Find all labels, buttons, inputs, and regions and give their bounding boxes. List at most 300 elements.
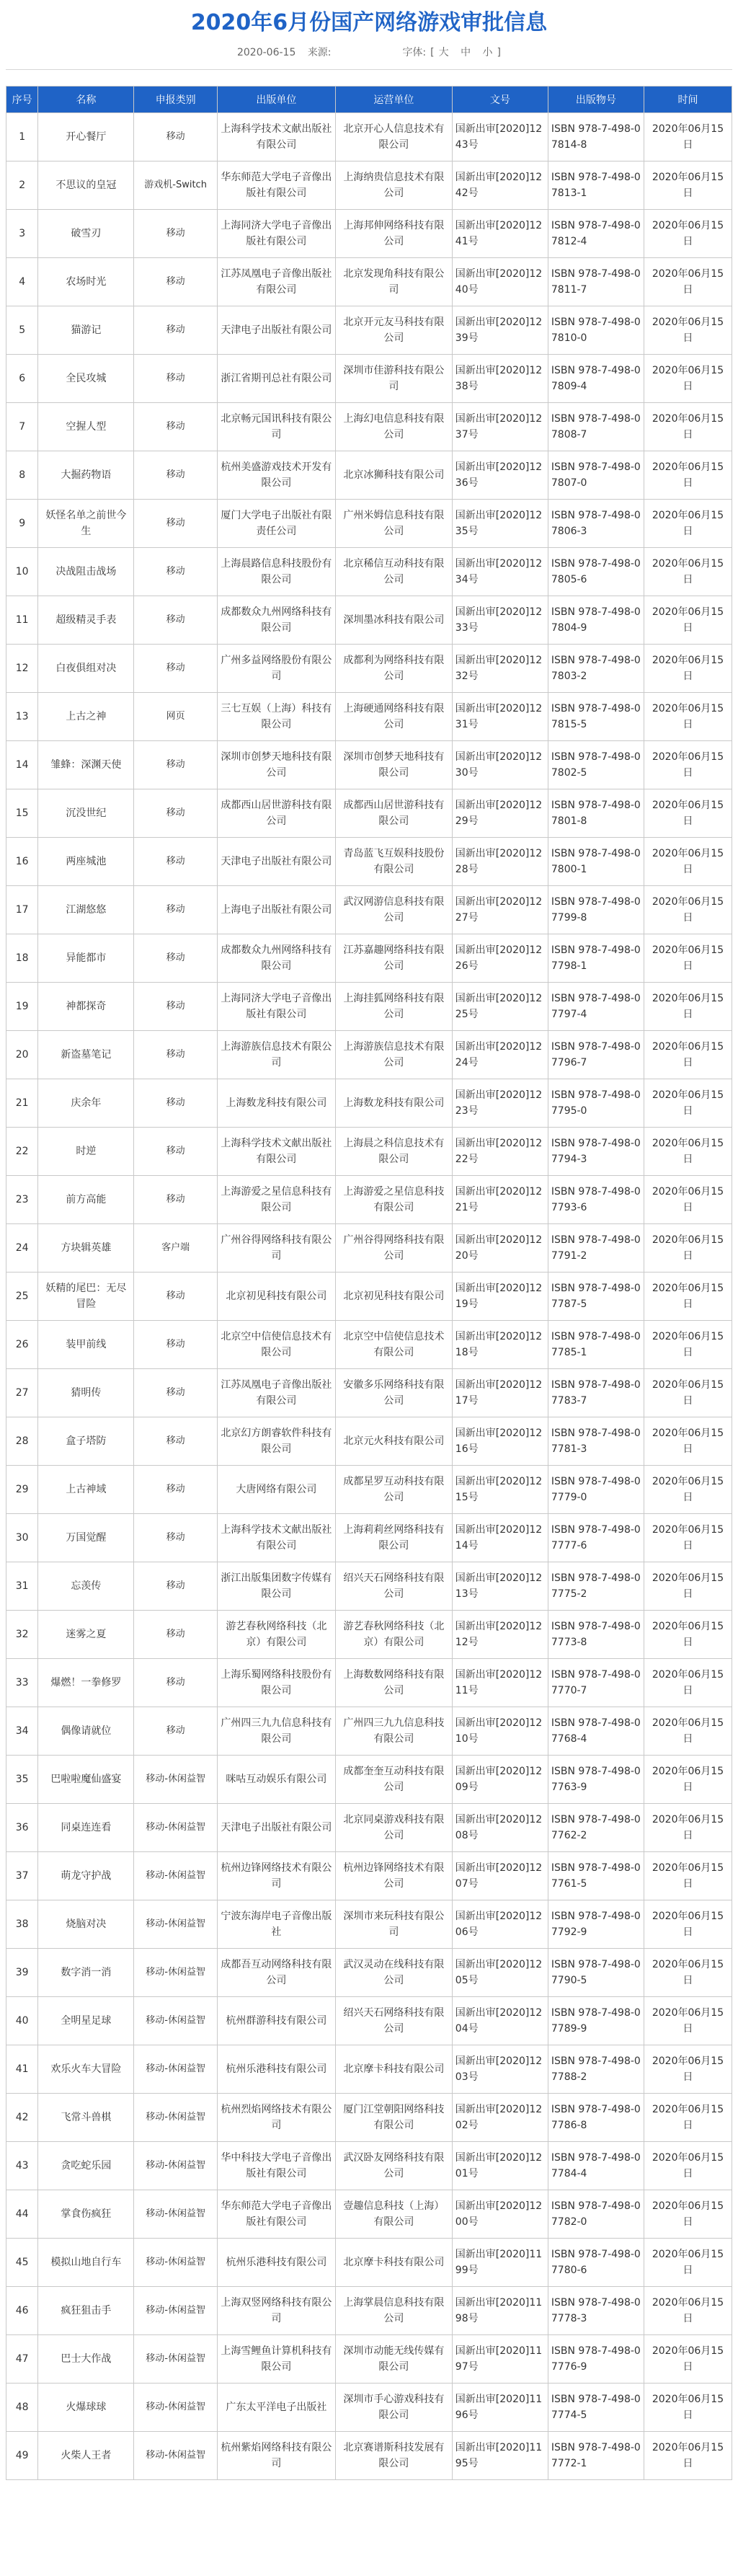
cell-name: 全明星足球: [38, 1997, 134, 2045]
table-row: [6, 1852, 732, 1900]
table-row: [6, 2094, 732, 2142]
cell-isbn: ISBN 978-7-498-07782-0: [548, 2190, 644, 2239]
cell-date: 2020年06月15日: [644, 2432, 732, 2480]
cell-approval-no: 国新出审[2020]1225号: [452, 983, 548, 1031]
table-row: [6, 210, 732, 258]
cell-approval-no: 国新出审[2020]1218号: [452, 1321, 548, 1369]
cell-publisher: 江苏凤凰电子音像出版社有限公司: [217, 1369, 335, 1417]
cell-index: 45: [6, 2239, 38, 2287]
cell-approval-no: 国新出审[2020]1242号: [452, 161, 548, 210]
table-row: [6, 161, 732, 210]
cell-name: 庆余年: [38, 1079, 134, 1128]
cell-date: 2020年06月15日: [644, 1659, 732, 1707]
cell-name: 全民攻城: [38, 355, 134, 403]
table-row: [6, 1369, 732, 1417]
cell-approval-no: 国新出审[2020]1222号: [452, 1128, 548, 1176]
table-row: [6, 1514, 732, 1562]
cell-name: 沉没世纪: [38, 789, 134, 838]
cell-date: 2020年06月15日: [644, 451, 732, 500]
cell-date: 2020年06月15日: [644, 1997, 732, 2045]
cell-approval-no: 国新出审[2020]1208号: [452, 1804, 548, 1852]
cell-index: 33: [6, 1659, 38, 1707]
cell-date: 2020年06月15日: [644, 983, 732, 1031]
cell-date: 2020年06月15日: [644, 838, 732, 886]
table-row: [6, 741, 732, 789]
cell-date: 2020年06月15日: [644, 2094, 732, 2142]
table-row: [6, 1949, 732, 1997]
cell-date: 2020年06月15日: [644, 934, 732, 983]
table-row: [6, 113, 732, 161]
cell-approval-no: 国新出审[2020]1229号: [452, 789, 548, 838]
cell-date: 2020年06月15日: [644, 1079, 732, 1128]
cell-publisher: 成都数众九州网络科技有限公司: [217, 934, 335, 983]
cell-category: 移动: [134, 886, 217, 934]
cell-approval-no: 国新出审[2020]1200号: [452, 2190, 548, 2239]
cell-name: 贪吃蛇乐园: [38, 2142, 134, 2190]
table-row: [6, 1079, 732, 1128]
cell-date: 2020年06月15日: [644, 2335, 732, 2384]
article-meta: [0, 43, 738, 62]
col-header-index: 序号: [6, 87, 38, 113]
cell-publisher: 成都西山居世游科技有限公司: [217, 789, 335, 838]
cell-date: 2020年06月15日: [644, 1031, 732, 1079]
cell-category: 移动: [134, 1369, 217, 1417]
cell-date: 2020年06月15日: [644, 355, 732, 403]
cell-date: 2020年06月15日: [644, 306, 732, 355]
cell-index: 5: [6, 306, 38, 355]
cell-name: 同桌连连看: [38, 1804, 134, 1852]
cell-publisher: 大唐网络有限公司: [217, 1466, 335, 1514]
cell-publisher: 咪咕互动娱乐有限公司: [217, 1756, 335, 1804]
cell-operator: 上海数龙科技有限公司: [335, 1079, 452, 1128]
cell-index: 36: [6, 1804, 38, 1852]
cell-name: 万国觉醒: [38, 1514, 134, 1562]
cell-category: 移动: [134, 645, 217, 693]
cell-publisher: 上海游爱之星信息科技有限公司: [217, 1176, 335, 1224]
cell-isbn: ISBN 978-7-498-07781-3: [548, 1417, 644, 1466]
cell-index: 7: [6, 403, 38, 451]
cell-name: 大掘药物语: [38, 451, 134, 500]
cell-index: 4: [6, 258, 38, 306]
cell-category: 移动: [134, 1417, 217, 1466]
cell-approval-no: 国新出审[2020]1224号: [452, 1031, 548, 1079]
cell-index: 10: [6, 548, 38, 596]
col-header-approval-no: 文号: [452, 87, 548, 113]
cell-category: 移动-休闲益智: [134, 2287, 217, 2335]
col-header-date: 时间: [644, 87, 732, 113]
cell-date: 2020年06月15日: [644, 1900, 732, 1949]
cell-isbn: ISBN 978-7-498-07788-2: [548, 2045, 644, 2094]
cell-approval-no: 国新出审[2020]1223号: [452, 1079, 548, 1128]
cell-name: 烧脑对决: [38, 1900, 134, 1949]
cell-date: 2020年06月15日: [644, 258, 732, 306]
cell-isbn: ISBN 978-7-498-07762-2: [548, 1804, 644, 1852]
cell-category: 移动: [134, 1466, 217, 1514]
cell-operator: 游艺春秋网络科技（北京）有限公司: [335, 1611, 452, 1659]
cell-category: 移动: [134, 983, 217, 1031]
table-row: [6, 1756, 732, 1804]
cell-date: 2020年06月15日: [644, 113, 732, 161]
cell-date: 2020年06月15日: [644, 1369, 732, 1417]
cell-category: 移动: [134, 1514, 217, 1562]
cell-operator: 上海硬通网络科技有限公司: [335, 693, 452, 741]
cell-date: 2020年06月15日: [644, 2142, 732, 2190]
cell-index: 48: [6, 2384, 38, 2432]
cell-index: 2: [6, 161, 38, 210]
cell-name: 不思议的皇冠: [38, 161, 134, 210]
cell-operator: 上海纳贵信息技术有限公司: [335, 161, 452, 210]
cell-approval-no: 国新出审[2020]1211号: [452, 1659, 548, 1707]
cell-isbn: ISBN 978-7-498-07786-8: [548, 2094, 644, 2142]
cell-name: 异能都市: [38, 934, 134, 983]
cell-index: 17: [6, 886, 38, 934]
cell-name: 雏蜂：深渊天使: [38, 741, 134, 789]
cell-isbn: ISBN 978-7-498-07775-2: [548, 1562, 644, 1611]
cell-name: 决战阻击战场: [38, 548, 134, 596]
cell-date: 2020年06月15日: [644, 2287, 732, 2335]
cell-isbn: ISBN 978-7-498-07804-9: [548, 596, 644, 645]
table-header-row: [6, 87, 732, 113]
cell-operator: 深圳市创梦天地科技有限公司: [335, 741, 452, 789]
cell-publisher: 杭州乐港科技有限公司: [217, 2239, 335, 2287]
cell-index: 25: [6, 1272, 38, 1321]
cell-publisher: 杭州群游科技有限公司: [217, 1997, 335, 2045]
cell-approval-no: 国新出审[2020]1213号: [452, 1562, 548, 1611]
cell-publisher: 上海雪鲤鱼计算机科技有限公司: [217, 2335, 335, 2384]
cell-category: 移动-休闲益智: [134, 2432, 217, 2480]
cell-index: 46: [6, 2287, 38, 2335]
cell-index: 35: [6, 1756, 38, 1804]
table-row: [6, 2335, 732, 2384]
cell-name: 数字消一消: [38, 1949, 134, 1997]
cell-date: 2020年06月15日: [644, 1852, 732, 1900]
cell-publisher: 厦门大学电子出版社有限责任公司: [217, 500, 335, 548]
cell-publisher: 上海游族信息技术有限公司: [217, 1031, 335, 1079]
cell-operator: 深圳墨冰科技有限公司: [335, 596, 452, 645]
cell-date: 2020年06月15日: [644, 596, 732, 645]
cell-date: 2020年06月15日: [644, 741, 732, 789]
header-divider: [6, 69, 732, 70]
cell-approval-no: 国新出审[2020]1221号: [452, 1176, 548, 1224]
cell-index: 11: [6, 596, 38, 645]
cell-category: 移动: [134, 1611, 217, 1659]
cell-publisher: 成都吾互动网络科技有限公司: [217, 1949, 335, 1997]
table-row: [6, 886, 732, 934]
cell-approval-no: 国新出审[2020]1238号: [452, 355, 548, 403]
cell-name: 欢乐火车大冒险: [38, 2045, 134, 2094]
cell-approval-no: 国新出审[2020]1227号: [452, 886, 548, 934]
cell-isbn: ISBN 978-7-498-07800-1: [548, 838, 644, 886]
col-header-name: 名称: [38, 87, 134, 113]
cell-name: 萌龙守护战: [38, 1852, 134, 1900]
cell-date: 2020年06月15日: [644, 210, 732, 258]
cell-category: 移动: [134, 596, 217, 645]
table-row: [6, 1272, 732, 1321]
cell-name: 忘羡传: [38, 1562, 134, 1611]
cell-isbn: ISBN 978-7-498-07801-8: [548, 789, 644, 838]
cell-category: 移动-休闲益智: [134, 2045, 217, 2094]
cell-approval-no: 国新出审[2020]1217号: [452, 1369, 548, 1417]
cell-publisher: 广州四三九九信息科技有限公司: [217, 1707, 335, 1756]
cell-index: 8: [6, 451, 38, 500]
cell-name: 火爆球球: [38, 2384, 134, 2432]
cell-publisher: 上海电子出版社有限公司: [217, 886, 335, 934]
cell-category: 移动-休闲益智: [134, 2335, 217, 2384]
cell-index: 12: [6, 645, 38, 693]
cell-date: 2020年06月15日: [644, 1466, 732, 1514]
font-size-small-link[interactable]: 小: [482, 47, 493, 58]
cell-date: 2020年06月15日: [644, 645, 732, 693]
cell-date: 2020年06月15日: [644, 886, 732, 934]
table-body: [6, 113, 732, 2480]
cell-approval-no: 国新出审[2020]1220号: [452, 1224, 548, 1272]
table-row: [6, 693, 732, 741]
cell-index: 29: [6, 1466, 38, 1514]
cell-category: 移动-休闲益智: [134, 1997, 217, 2045]
cell-index: 30: [6, 1514, 38, 1562]
table-row: [6, 548, 732, 596]
cell-name: 上古神域: [38, 1466, 134, 1514]
cell-name: 妖精的尾巴：无尽冒险: [38, 1272, 134, 1321]
cell-operator: 上海邦伸网络科技有限公司: [335, 210, 452, 258]
cell-publisher: 上海同济大学电子音像出版社有限公司: [217, 210, 335, 258]
cell-isbn: ISBN 978-7-498-07785-1: [548, 1321, 644, 1369]
table-row: [6, 1804, 732, 1852]
cell-isbn: ISBN 978-7-498-07812-4: [548, 210, 644, 258]
cell-isbn: ISBN 978-7-498-07780-6: [548, 2239, 644, 2287]
cell-operator: 杭州边锋网络技术有限公司: [335, 1852, 452, 1900]
cell-index: 22: [6, 1128, 38, 1176]
cell-name: 偶像请就位: [38, 1707, 134, 1756]
cell-operator: 上海挂狐网络科技有限公司: [335, 983, 452, 1031]
cell-approval-no: 国新出审[2020]1226号: [452, 934, 548, 983]
cell-name: 开心餐厅: [38, 113, 134, 161]
cell-isbn: ISBN 978-7-498-07807-0: [548, 451, 644, 500]
cell-approval-no: 国新出审[2020]1205号: [452, 1949, 548, 1997]
cell-date: 2020年06月15日: [644, 1804, 732, 1852]
cell-category: 移动-休闲益智: [134, 2384, 217, 2432]
cell-publisher: 天津电子出版社有限公司: [217, 306, 335, 355]
font-size-control: 字体: [ 大 中 小 ]: [402, 47, 501, 58]
col-header-operator: 运营单位: [335, 87, 452, 113]
table-row: [6, 1417, 732, 1466]
cell-date: 2020年06月15日: [644, 403, 732, 451]
col-header-category: 申报类别: [134, 87, 217, 113]
cell-operator: 北京元火科技有限公司: [335, 1417, 452, 1466]
cell-operator: 北京开元友马科技有限公司: [335, 306, 452, 355]
cell-isbn: ISBN 978-7-498-07778-3: [548, 2287, 644, 2335]
cell-isbn: ISBN 978-7-498-07815-5: [548, 693, 644, 741]
cell-category: 移动: [134, 1079, 217, 1128]
table-row: [6, 596, 732, 645]
cell-publisher: 浙江省期刊总社有限公司: [217, 355, 335, 403]
cell-isbn: ISBN 978-7-498-07777-6: [548, 1514, 644, 1562]
table-row: [6, 1707, 732, 1756]
cell-date: 2020年06月15日: [644, 1949, 732, 1997]
cell-operator: 武汉网游信息科技有限公司: [335, 886, 452, 934]
cell-isbn: ISBN 978-7-498-07773-8: [548, 1611, 644, 1659]
cell-operator: 广州谷得网络科技有限公司: [335, 1224, 452, 1272]
cell-approval-no: 国新出审[2020]1209号: [452, 1756, 548, 1804]
cell-index: 47: [6, 2335, 38, 2384]
approval-table: [6, 86, 732, 2480]
cell-index: 27: [6, 1369, 38, 1417]
cell-approval-no: 国新出审[2020]1202号: [452, 2094, 548, 2142]
cell-operator: 江苏嘉趣网络科技有限公司: [335, 934, 452, 983]
cell-name: 破雪刃: [38, 210, 134, 258]
cell-publisher: 宁波东海岸电子音像出版社: [217, 1900, 335, 1949]
cell-isbn: ISBN 978-7-498-07799-8: [548, 886, 644, 934]
cell-operator: 深圳市手心游戏科技有限公司: [335, 2384, 452, 2432]
cell-publisher: 华东师范大学电子音像出版社有限公司: [217, 161, 335, 210]
cell-approval-no: 国新出审[2020]1219号: [452, 1272, 548, 1321]
cell-approval-no: 国新出审[2020]1216号: [452, 1417, 548, 1466]
cell-category: 移动-休闲益智: [134, 2239, 217, 2287]
table-row: [6, 2190, 732, 2239]
cell-approval-no: 国新出审[2020]1235号: [452, 500, 548, 548]
cell-publisher: 上海双竖网络科技有限公司: [217, 2287, 335, 2335]
cell-category: 移动-休闲益智: [134, 1949, 217, 1997]
cell-isbn: ISBN 978-7-498-07793-6: [548, 1176, 644, 1224]
table-row: [6, 1659, 732, 1707]
cell-category: 移动-休闲益智: [134, 1900, 217, 1949]
cell-category: 网页: [134, 693, 217, 741]
cell-category: 移动-休闲益智: [134, 1756, 217, 1804]
cell-name: 猫游记: [38, 306, 134, 355]
cell-operator: 广州米姆信息科技有限公司: [335, 500, 452, 548]
table-row: [6, 1562, 732, 1611]
cell-operator: 北京摩卡科技有限公司: [335, 2045, 452, 2094]
table-row: [6, 934, 732, 983]
cell-index: 14: [6, 741, 38, 789]
cell-date: 2020年06月15日: [644, 1611, 732, 1659]
cell-date: 2020年06月15日: [644, 1128, 732, 1176]
cell-publisher: 杭州边锋网络技术有限公司: [217, 1852, 335, 1900]
table-row: [6, 1224, 732, 1272]
cell-operator: 深圳市动能无线传媒有限公司: [335, 2335, 452, 2384]
cell-category: 移动: [134, 1562, 217, 1611]
cell-isbn: ISBN 978-7-498-07813-1: [548, 161, 644, 210]
table-row: [6, 789, 732, 838]
cell-isbn: ISBN 978-7-498-07783-7: [548, 1369, 644, 1417]
table-row: [6, 258, 732, 306]
cell-publisher: 广州谷得网络科技有限公司: [217, 1224, 335, 1272]
cell-name: 上古之神: [38, 693, 134, 741]
cell-operator: 上海数数网络科技有限公司: [335, 1659, 452, 1707]
cell-approval-no: 国新出审[2020]1234号: [452, 548, 548, 596]
cell-publisher: 华中科技大学电子音像出版社有限公司: [217, 2142, 335, 2190]
cell-operator: 北京开心人信息技术有限公司: [335, 113, 452, 161]
cell-isbn: ISBN 978-7-498-07787-5: [548, 1272, 644, 1321]
cell-index: 3: [6, 210, 38, 258]
cell-name: 两座城池: [38, 838, 134, 886]
cell-approval-no: 国新出审[2020]1212号: [452, 1611, 548, 1659]
table-row: [6, 403, 732, 451]
cell-date: 2020年06月15日: [644, 1272, 732, 1321]
font-size-large-link[interactable]: 大: [438, 47, 449, 58]
cell-category: 移动: [134, 1031, 217, 1079]
cell-operator: 安徽多乐网络科技有限公司: [335, 1369, 452, 1417]
font-size-medium-link[interactable]: 中: [461, 47, 471, 58]
cell-category: 移动: [134, 741, 217, 789]
cell-isbn: ISBN 978-7-498-07784-4: [548, 2142, 644, 2190]
cell-isbn: ISBN 978-7-498-07790-5: [548, 1949, 644, 1997]
cell-index: 15: [6, 789, 38, 838]
cell-name: 白夜俱组对决: [38, 645, 134, 693]
cell-index: 41: [6, 2045, 38, 2094]
cell-name: 疯狂狙击手: [38, 2287, 134, 2335]
table-row: [6, 500, 732, 548]
cell-approval-no: 国新出审[2020]1230号: [452, 741, 548, 789]
cell-name: 迷雾之夏: [38, 1611, 134, 1659]
cell-operator: 厦门江堂朝阳网络科技有限公司: [335, 2094, 452, 2142]
cell-category: 移动: [134, 1176, 217, 1224]
cell-publisher: 杭州紫焰网络科技有限公司: [217, 2432, 335, 2480]
cell-name: 巴士大作战: [38, 2335, 134, 2384]
cell-operator: 武汉灵动在线科技有限公司: [335, 1949, 452, 1997]
cell-operator: 绍兴天石网络科技有限公司: [335, 1562, 452, 1611]
cell-index: 28: [6, 1417, 38, 1466]
cell-category: 移动: [134, 210, 217, 258]
cell-operator: 北京冰狮科技有限公司: [335, 451, 452, 500]
cell-publisher: 天津电子出版社有限公司: [217, 1804, 335, 1852]
cell-approval-no: 国新出审[2020]1214号: [452, 1514, 548, 1562]
cell-category: 游戏机-Switch: [134, 161, 217, 210]
cell-isbn: ISBN 978-7-498-07779-0: [548, 1466, 644, 1514]
cell-operator: 成都西山居世游科技有限公司: [335, 789, 452, 838]
table-row: [6, 2142, 732, 2190]
cell-name: 前方高能: [38, 1176, 134, 1224]
cell-approval-no: 国新出审[2020]1232号: [452, 645, 548, 693]
cell-category: 移动: [134, 1272, 217, 1321]
cell-date: 2020年06月15日: [644, 2239, 732, 2287]
cell-approval-no: 国新出审[2020]1201号: [452, 2142, 548, 2190]
cell-publisher: 江苏凤凰电子音像出版社有限公司: [217, 258, 335, 306]
cell-operator: 壹趣信息科技（上海）有限公司: [335, 2190, 452, 2239]
cell-isbn: ISBN 978-7-498-07805-6: [548, 548, 644, 596]
cell-name: 妖怪名单之前世今生: [38, 500, 134, 548]
cell-index: 32: [6, 1611, 38, 1659]
cell-publisher: 上海科学技术文献出版社有限公司: [217, 113, 335, 161]
cell-isbn: ISBN 978-7-498-07789-9: [548, 1997, 644, 2045]
cell-isbn: ISBN 978-7-498-07776-9: [548, 2335, 644, 2384]
table-row: [6, 1031, 732, 1079]
cell-name: 新盗墓笔记: [38, 1031, 134, 1079]
cell-publisher: 三七互娱（上海）科技有限公司: [217, 693, 335, 741]
cell-category: 移动: [134, 403, 217, 451]
cell-operator: 深圳市佳游科技有限公司: [335, 355, 452, 403]
cell-category: 移动: [134, 500, 217, 548]
cell-publisher: 上海乐蜀网络科技股份有限公司: [217, 1659, 335, 1707]
table-row: [6, 983, 732, 1031]
cell-index: 19: [6, 983, 38, 1031]
cell-approval-no: 国新出审[2020]1233号: [452, 596, 548, 645]
cell-isbn: ISBN 978-7-498-07795-0: [548, 1079, 644, 1128]
page-title: 2020年6月份国产网络游戏审批信息: [190, 10, 548, 35]
cell-operator: 成都星罗互动科技有限公司: [335, 1466, 452, 1514]
cell-approval-no: 国新出审[2020]1236号: [452, 451, 548, 500]
table-row: [6, 1466, 732, 1514]
cell-operator: 北京空中信使信息技术有限公司: [335, 1321, 452, 1369]
cell-category: 移动-休闲益智: [134, 1804, 217, 1852]
cell-isbn: ISBN 978-7-498-07774-5: [548, 2384, 644, 2432]
table-row: [6, 645, 732, 693]
cell-operator: 上海游族信息技术有限公司: [335, 1031, 452, 1079]
table-row: [6, 1611, 732, 1659]
cell-approval-no: 国新出审[2020]1199号: [452, 2239, 548, 2287]
cell-operator: 北京赛谱斯科技发展有限公司: [335, 2432, 452, 2480]
cell-name: 盒子塔防: [38, 1417, 134, 1466]
